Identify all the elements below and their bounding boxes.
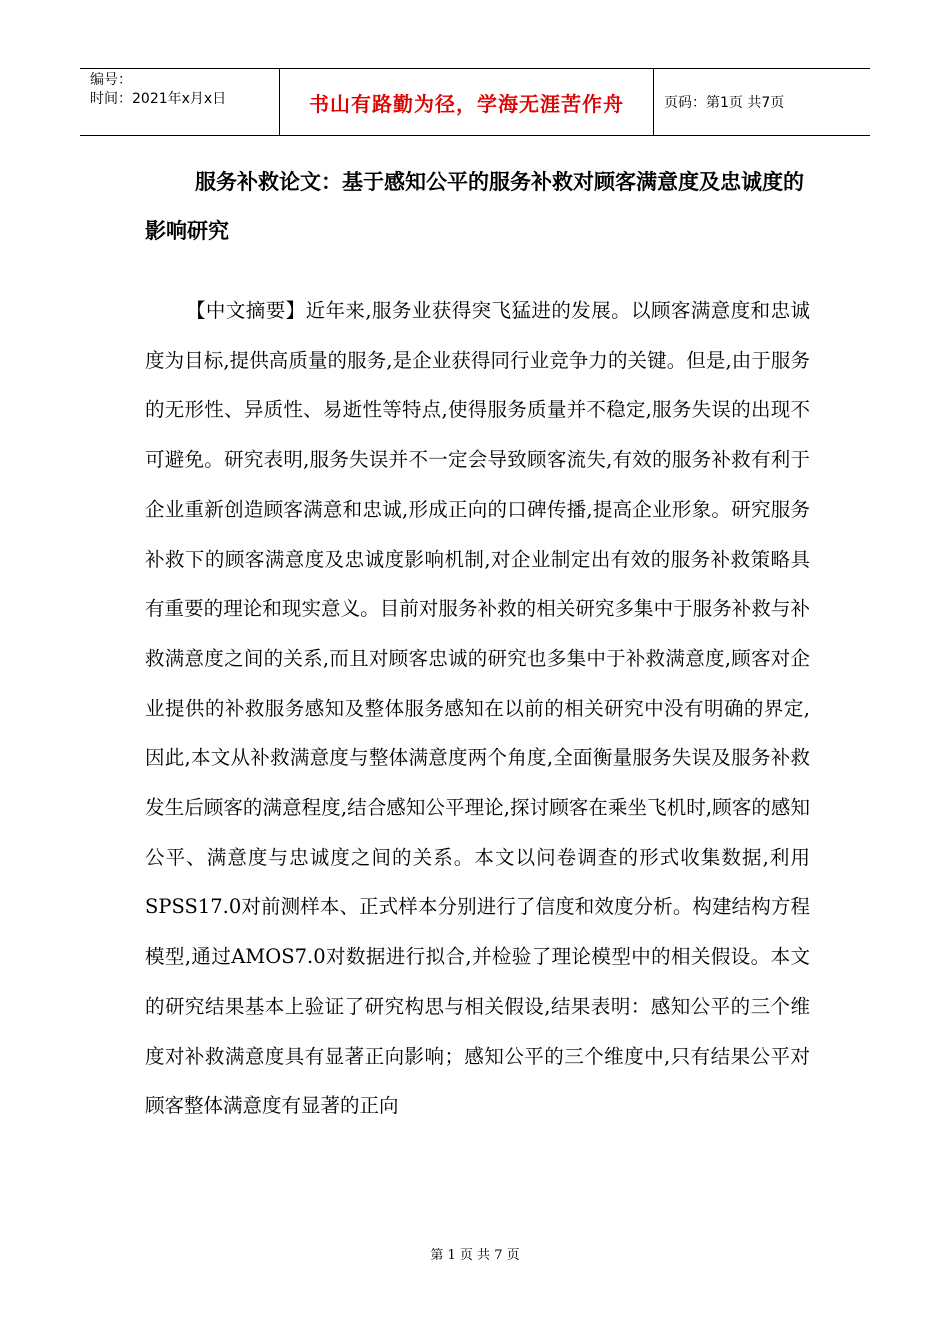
page-footer: 第 1 页 共 7 页	[430, 1248, 520, 1263]
header-page-info: 页码：第1页 共7页	[664, 95, 785, 111]
header-meta	[80, 69, 280, 135]
document-number-label: 编号：	[90, 72, 132, 88]
header-table	[80, 68, 870, 136]
abstract-paragraph: 【中文摘要】近年来,服务业获得突飞猛进的发展。以顾客满意度和忠诚度为目标,提供高质量的服务,是企业获得同行业竞争力的关键。但是,由于服务的无形性、异质性、易逝性等特点,使得服务质量并不稳定,服务失误的出现不可避免。研究表明,服务失误并不一定会导致顾客流失,有效的服务补救有利于企业重新创造顾客满意和忠诚,形成正向的口碑传播,提高企业形象。研究服务补救下的顾客满意度及忠诚度影响机制,对企业制定出有效的服务补救策略具有重要的理论和现实意义。目前对服务补救的相关研究多集中于服务补救与补救满意度之间的关系,而且对顾客忠诚的研究也多集中于补救满意度,顾客对企业提供的补救服务感知及整体服务感知在以前的相关研究中没有明确的界定,因此,本文从补救满意度与整体满意度两个角度,全面衡量服务失误及服务补救发生后顾客的满意程度,结合感知公平理论,探讨顾客在乘坐飞机时,顾客的感知公平、满意度与忠诚度之间的关系。本文以问卷调查的形式收集数据,利用SPSS17.0对前测样本、正式样本分别进行了信度和效度分析。构建结构方程模型,通过AMOS7.0对数据进行拟合,并检验了理论模型中的相关假设。本文的研究结果基本上验证了研究构思与相关假设,结果表明：感知公平的三个维度对补救满意度具有显著正向影响；感知公平的三个维度中,只有结果公平对顾客整体满意度有显著的正向	[145, 299, 810, 1118]
header-motto: 书山有路勤为径，学海无涯苦作舟	[280, 69, 654, 135]
document-title: 服务补救论文：基于感知公平的服务补救对顾客满意度及忠诚度的影响研究	[145, 170, 804, 243]
document-date-label: 时间：2021年x月x日	[90, 91, 227, 107]
